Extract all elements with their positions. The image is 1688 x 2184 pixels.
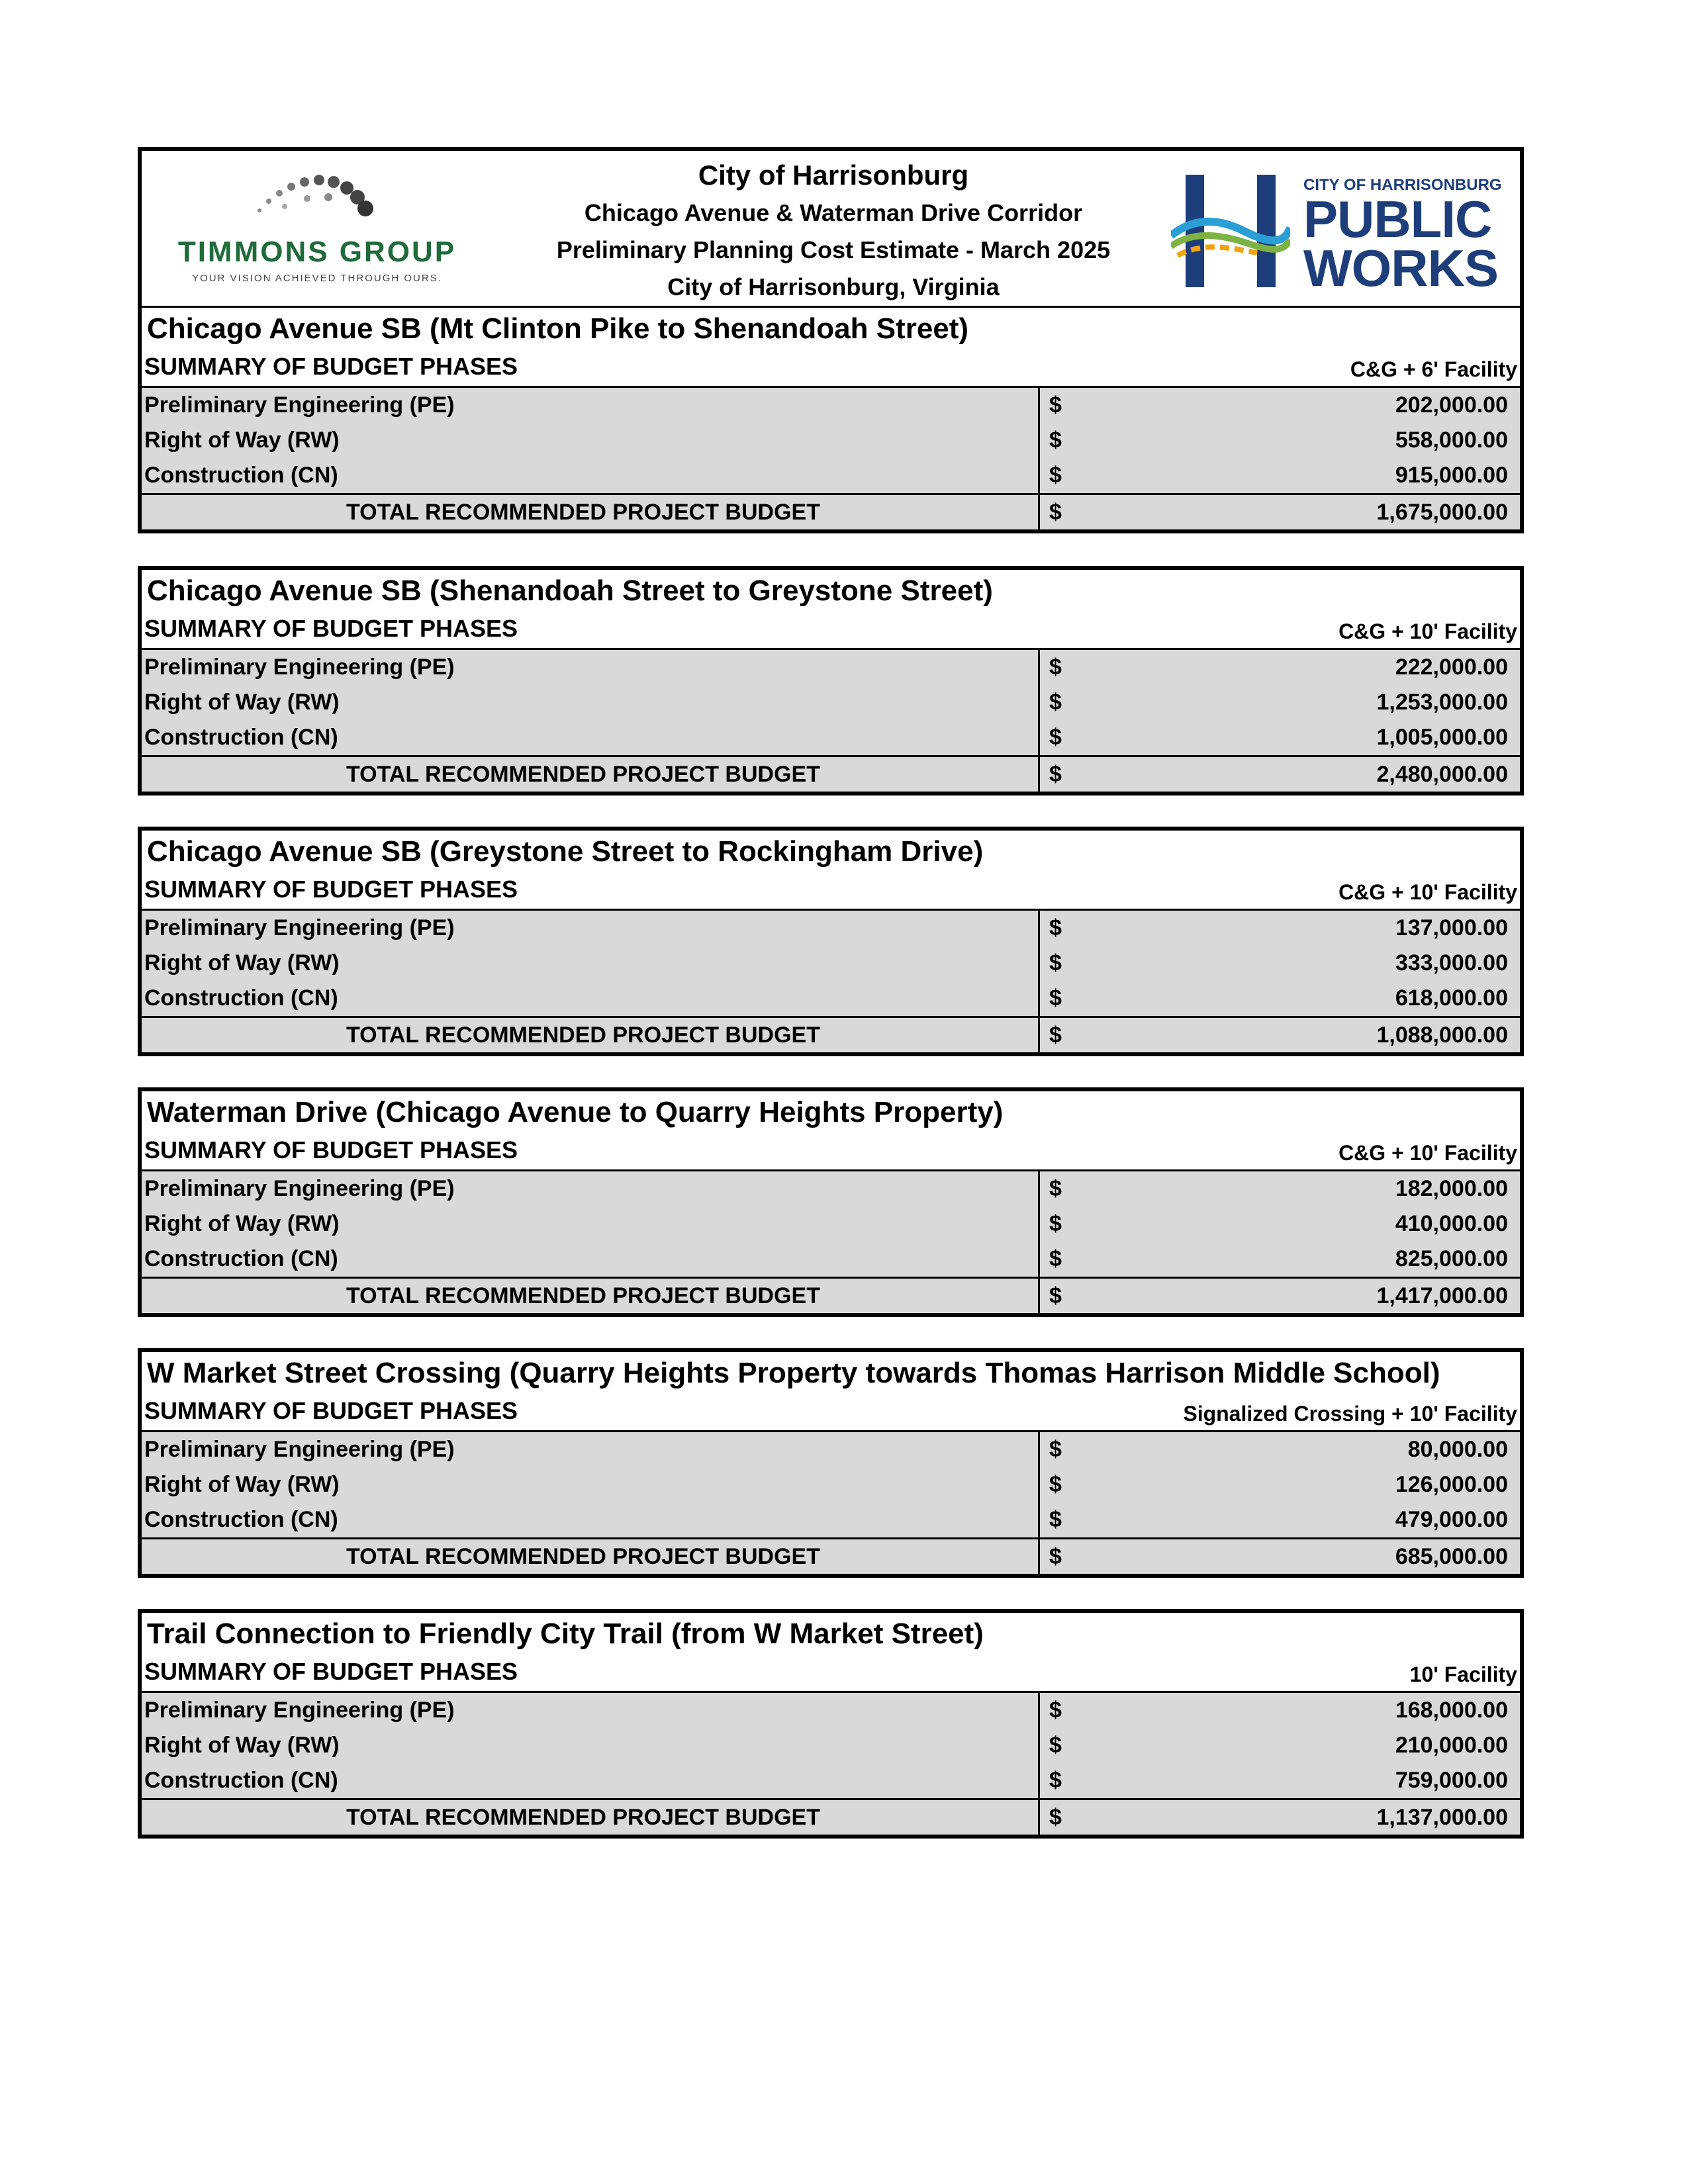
phase-amount: 222,000.00: [1395, 655, 1508, 680]
phase-amount: 333,000.00: [1395, 950, 1508, 976]
total-row: [142, 1016, 1520, 1052]
budget-row: [142, 650, 1520, 685]
phase-amount: 759,000.00: [1395, 1768, 1508, 1793]
budget-section: [138, 566, 1524, 796]
total-label: TOTAL RECOMMENDED PROJECT BUDGET: [142, 1279, 1040, 1313]
budget-row: [142, 1171, 1520, 1206]
facility-type: C&G + 10' Facility: [1338, 880, 1517, 904]
total-amount: 1,088,000.00: [1376, 1023, 1508, 1048]
budget-row: [142, 1693, 1520, 1728]
phase-label: Construction (CN): [142, 720, 1040, 755]
header-estimate-title: Preliminary Planning Cost Estimate - March 2025: [556, 236, 1111, 263]
phase-label: Construction (CN): [142, 458, 1040, 493]
budget-section: [138, 827, 1524, 1056]
budget-row: [142, 423, 1520, 458]
summary-label: SUMMARY OF BUDGET PHASES: [144, 1136, 518, 1163]
timmons-group-logo: [175, 164, 459, 290]
total-amount: 1,417,000.00: [1376, 1283, 1508, 1308]
timmons-group-name: TIMMONS GROUP: [177, 236, 457, 268]
budget-row: [142, 458, 1520, 493]
budget-row: [142, 1763, 1520, 1798]
phase-label: Preliminary Engineering (PE): [142, 650, 1040, 685]
currency-symbol: $: [1049, 428, 1062, 453]
budget-row: [142, 1467, 1520, 1502]
currency-symbol: $: [1049, 1733, 1062, 1758]
header-location: City of Harrisonburg, Virginia: [667, 273, 1000, 300]
total-amount: 1,675,000.00: [1376, 500, 1508, 525]
phase-label: Right of Way (RW): [142, 423, 1040, 458]
document-header: [138, 147, 1524, 306]
summary-label: SUMMARY OF BUDGET PHASES: [144, 876, 518, 903]
phase-label: Preliminary Engineering (PE): [142, 1171, 1040, 1206]
total-label: TOTAL RECOMMENDED PROJECT BUDGET: [142, 1539, 1040, 1574]
currency-symbol: $: [1049, 762, 1062, 787]
currency-symbol: $: [1049, 655, 1062, 680]
currency-symbol: $: [1049, 725, 1062, 750]
phase-amount: 410,000.00: [1395, 1211, 1508, 1236]
budget-section: [138, 306, 1524, 533]
phase-label: Construction (CN): [142, 981, 1040, 1016]
phase-label: Right of Way (RW): [142, 1728, 1040, 1763]
currency-symbol: $: [1049, 1698, 1062, 1723]
total-label: TOTAL RECOMMENDED PROJECT BUDGET: [142, 1800, 1040, 1835]
phase-amount: 202,000.00: [1395, 392, 1508, 418]
h-swoosh-icon: [1171, 175, 1290, 287]
phase-label: Construction (CN): [142, 1502, 1040, 1537]
header-title: City of Harrisonburg: [698, 159, 969, 191]
total-label: TOTAL RECOMMENDED PROJECT BUDGET: [142, 1018, 1040, 1052]
currency-symbol: $: [1049, 500, 1062, 525]
phase-label: Right of Way (RW): [142, 946, 1040, 981]
dot-arc-icon: [248, 164, 387, 230]
section-subheader: [142, 347, 1520, 388]
total-label: TOTAL RECOMMENDED PROJECT BUDGET: [142, 495, 1040, 529]
budget-section: [138, 1348, 1524, 1578]
section-title: Chicago Avenue SB (Mt Clinton Pike to Shenandoah Street): [147, 312, 969, 345]
phase-amount: 126,000.00: [1395, 1472, 1508, 1497]
currency-symbol: $: [1049, 985, 1062, 1011]
currency-symbol: $: [1049, 1507, 1062, 1532]
section-title: Trail Connection to Friendly City Trail (from W Market Street): [147, 1617, 984, 1650]
phase-label: Preliminary Engineering (PE): [142, 911, 1040, 946]
currency-symbol: $: [1049, 1768, 1062, 1793]
total-row: [142, 493, 1520, 529]
phase-label: Right of Way (RW): [142, 1206, 1040, 1242]
total-amount: 2,480,000.00: [1376, 762, 1508, 787]
public-works-public-text: PUBLIC: [1303, 190, 1492, 248]
phase-label: Right of Way (RW): [142, 1467, 1040, 1502]
currency-symbol: $: [1049, 1176, 1062, 1201]
facility-type: 10' Facility: [1409, 1662, 1517, 1686]
section-title: Waterman Drive (Chicago Avenue to Quarry Heights Property): [147, 1096, 1004, 1128]
summary-label: SUMMARY OF BUDGET PHASES: [144, 1397, 518, 1424]
section-subheader: [142, 1653, 1520, 1693]
public-works-city-text: CITY OF HARRISONBURG: [1303, 176, 1502, 194]
public-works-logo: [1171, 164, 1502, 296]
section-subheader: [142, 1131, 1520, 1171]
total-label: TOTAL RECOMMENDED PROJECT BUDGET: [142, 757, 1040, 792]
currency-symbol: $: [1049, 950, 1062, 976]
phase-amount: 1,005,000.00: [1376, 725, 1508, 750]
section-subheader: [142, 610, 1520, 650]
budget-row: [142, 685, 1520, 720]
currency-symbol: $: [1049, 463, 1062, 488]
header-titles: [486, 151, 1181, 306]
phase-amount: 210,000.00: [1395, 1733, 1508, 1758]
phase-amount: 80,000.00: [1407, 1437, 1508, 1462]
phase-amount: 915,000.00: [1395, 463, 1508, 488]
total-amount: 1,137,000.00: [1376, 1805, 1508, 1830]
total-row: [142, 1277, 1520, 1313]
phase-amount: 479,000.00: [1395, 1507, 1508, 1532]
public-works-works-text: WORKS: [1303, 239, 1498, 297]
phase-amount: 825,000.00: [1395, 1246, 1508, 1271]
phase-amount: 182,000.00: [1395, 1176, 1508, 1201]
section-title: Chicago Avenue SB (Greystone Street to Rockingham Drive): [147, 835, 984, 868]
facility-type: C&G + 6' Facility: [1350, 357, 1517, 381]
currency-symbol: $: [1049, 1283, 1062, 1308]
section-title: W Market Street Crossing (Quarry Heights Property towards Thomas Harrison Middle School): [147, 1357, 1440, 1389]
budget-row: [142, 388, 1520, 423]
phase-amount: 618,000.00: [1395, 985, 1508, 1011]
phase-amount: 1,253,000.00: [1376, 690, 1508, 715]
currency-symbol: $: [1049, 690, 1062, 715]
facility-type: C&G + 10' Facility: [1338, 1141, 1517, 1165]
currency-symbol: $: [1049, 392, 1062, 418]
summary-label: SUMMARY OF BUDGET PHASES: [144, 353, 518, 380]
budget-row: [142, 1728, 1520, 1763]
currency-symbol: $: [1049, 1246, 1062, 1271]
phase-amount: 558,000.00: [1395, 428, 1508, 453]
summary-label: SUMMARY OF BUDGET PHASES: [144, 615, 518, 642]
total-amount: 685,000.00: [1395, 1544, 1508, 1569]
total-row: [142, 1798, 1520, 1835]
phase-amount: 137,000.00: [1395, 915, 1508, 940]
currency-symbol: $: [1049, 1211, 1062, 1236]
section-title: Chicago Avenue SB (Shenandoah Street to Greystone Street): [147, 574, 993, 607]
currency-symbol: $: [1049, 1544, 1062, 1569]
currency-symbol: $: [1049, 915, 1062, 940]
header-project-name: Chicago Avenue & Waterman Drive Corridor: [584, 199, 1083, 226]
budget-row: [142, 1242, 1520, 1277]
summary-label: SUMMARY OF BUDGET PHASES: [144, 1658, 518, 1685]
budget-row: [142, 1206, 1520, 1242]
budget-row: [142, 946, 1520, 981]
facility-type: C&G + 10' Facility: [1338, 619, 1517, 643]
phase-label: Preliminary Engineering (PE): [142, 388, 1040, 423]
total-row: [142, 755, 1520, 792]
currency-symbol: $: [1049, 1437, 1062, 1462]
budget-section: [138, 1087, 1524, 1317]
budget-section: [138, 1609, 1524, 1839]
phase-label: Construction (CN): [142, 1242, 1040, 1277]
total-row: [142, 1537, 1520, 1574]
currency-symbol: $: [1049, 1805, 1062, 1830]
budget-row: [142, 911, 1520, 946]
phase-label: Construction (CN): [142, 1763, 1040, 1798]
budget-row: [142, 1502, 1520, 1537]
phase-label: Preliminary Engineering (PE): [142, 1693, 1040, 1728]
phase-amount: 168,000.00: [1395, 1698, 1508, 1723]
section-subheader: [142, 870, 1520, 911]
budget-row: [142, 720, 1520, 755]
budget-row: [142, 981, 1520, 1016]
phase-label: Preliminary Engineering (PE): [142, 1432, 1040, 1467]
budget-row: [142, 1432, 1520, 1467]
section-subheader: [142, 1392, 1520, 1432]
facility-type: Signalized Crossing + 10' Facility: [1183, 1402, 1517, 1426]
currency-symbol: $: [1049, 1023, 1062, 1048]
currency-symbol: $: [1049, 1472, 1062, 1497]
timmons-group-tagline: YOUR VISION ACHIEVED THROUGH OURS.: [192, 273, 442, 284]
phase-label: Right of Way (RW): [142, 685, 1040, 720]
